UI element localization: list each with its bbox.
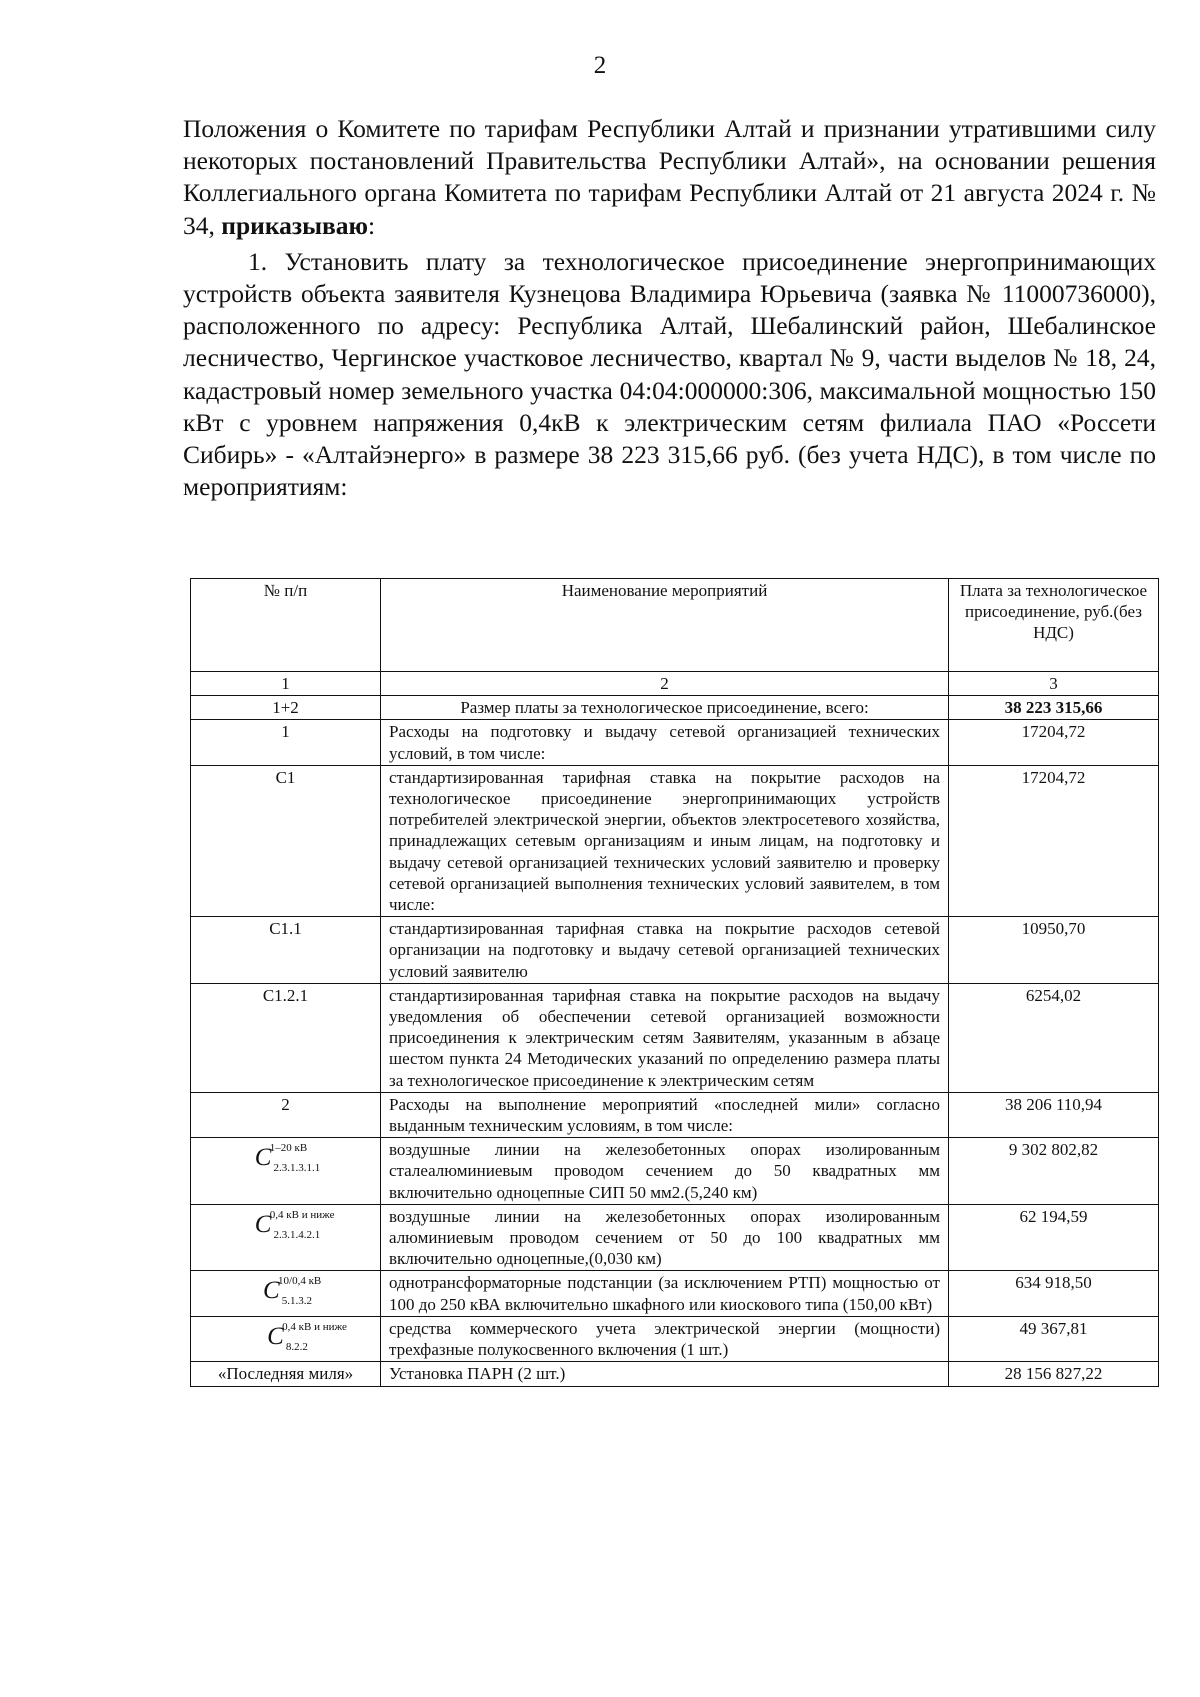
order-word: приказываю — [221, 210, 369, 240]
row-fee: 62 194,59 — [949, 1204, 1159, 1271]
row-fee: 38 223 315,66 — [949, 696, 1159, 720]
row-num: 1+2 — [191, 696, 381, 720]
intro-paragraph-1: Положения о Комитете по тарифам Республики Алтай и признании утратившими силу некоторых постановлений Правительства Республики Алтай», на основании решения Коллегиального органа Комитета по тарифам Республики Алтай от 21 августа 2024 г. № 34, приказываю: — [183, 114, 1156, 240]
row-num: C1 — [191, 765, 381, 916]
table-header-row — [191, 579, 1159, 672]
row-name: стандартизированная тарифная ставка на покрытие расходов на технологическое присоединение энергопринимающих устройств потребителей электрической энергии, объектов электросетевого хозяйства, принадлежащих сетевым организациям и иным лицам, на подготовку и выдачу сетевой организацией технических условий заявителю и проверку сетевой организацией выполнения технических условий заявителем, в том числе: — [381, 765, 949, 916]
row-name: Установка ПАРН (2 шт.) — [381, 1362, 949, 1386]
row-fee: 17204,72 — [949, 765, 1159, 916]
header-fee: Плата за технологическое присоединение, руб.(без НДС) — [949, 579, 1159, 672]
row-name: средства коммерческого учета электрической энергии (мощности) трехфазные полукосвенного включения (1 шт.) — [381, 1316, 949, 1361]
intro-paragraph-2: 1. Установить плату за технологическое присоединение энергопринимающих устройств объекта заявителя Кузнецова Владимира Юрьевича (заявка № 11000736000), расположенного по адресу: Республика Алтай, Шебалинский район, Шебалинское лесничество, Чергинское участковое лесничество, квартал № 9, части выделов № 18, 24, кадастровый номер земельного участка 04:04:000000:306, максимальной мощностью 150 кВт с уровнем напряжения 0,4кВ к электрическим сетям филиала ПАО «Россети Сибирь» - «Алтайэнерго» в размере 38 223 315,66 руб. (без учета НДС), в том числе по мероприятиям: — [183, 246, 1156, 502]
rate-code-symbol: C 1–20 кВ $_{2.3.1.3.1.1}$ — [254, 1142, 321, 1175]
row-name: воздушные линии на железобетонных опорах изолированным сталеалюминиевым проводом сечением до 50 квадратных мм включительно одноцепные СИП 50 мм2.(5,240 км) — [381, 1138, 949, 1205]
header-name: Наименование мероприятий — [381, 579, 949, 672]
rate-code — [191, 1204, 381, 1271]
row-name: Расходы на выполнение мероприятий «последней мили» согласно выданным техническим условиям, в том числе: — [381, 1092, 949, 1137]
row-num: C1.2.1 — [191, 983, 381, 1092]
row-num: C1.1 — [191, 917, 381, 984]
row-fee: 9 302 802,82 — [949, 1138, 1159, 1205]
rate-code-symbol: C 10/0,4 кВ $_{5.1.3.2}$ — [263, 1275, 322, 1308]
table-row — [191, 696, 1159, 720]
table-row — [191, 917, 1159, 984]
row-fee: 6254,02 — [949, 983, 1159, 1092]
row-name: воздушные линии на железобетонных опорах изолированным алюминиевым проводом сечением от 50 до 100 квадратных мм включительно одноцепные,(0,030 км) — [381, 1204, 949, 1271]
table-row — [191, 1138, 1159, 1205]
rate-code-symbol: C 0,4 кВ и ниже $_{8.2.2}$ — [267, 1320, 347, 1353]
row-name: стандартизированная тарифная ставка на покрытие расходов сетевой организации на подготовку и выдачу сетевой организацией технических условий заявителю — [381, 917, 949, 984]
row-name: однотрансформаторные подстанции (за исключением РТП) мощностью от 100 до 250 кВА включительно шкафного или киоскового типа (150,00 кВт) — [381, 1271, 949, 1316]
table-row — [191, 765, 1159, 916]
row-fee: 28 156 827,22 — [949, 1362, 1159, 1386]
rate-code-symbol: C 0,4 кВ и ниже $_{2.3.1.4.2.1}$ — [254, 1208, 335, 1241]
table-row — [191, 1204, 1159, 1271]
page-number: 2 — [593, 52, 607, 79]
row-fee: 17204,72 — [949, 720, 1159, 765]
row-num: «Последняя миля» — [191, 1362, 381, 1386]
rate-code — [191, 1271, 381, 1316]
row-num: 2 — [191, 1092, 381, 1137]
table-row — [191, 983, 1159, 1092]
row-name: стандартизированная тарифная ставка на покрытие расходов на выдачу уведомления об обеспечении сетевой организацией возможности присоединения к электрическим сетям Заявителям, указанным в абзаце шестом пункта 24 Методических указаний по определению размера платы за технологическое присоединение к электрическим сетям — [381, 983, 949, 1092]
table-row — [191, 1316, 1159, 1361]
column-number: 2 — [381, 672, 949, 696]
column-number: 1 — [191, 672, 381, 696]
row-fee: 49 367,81 — [949, 1316, 1159, 1361]
row-fee: 38 206 110,94 — [949, 1092, 1159, 1137]
column-number: 3 — [949, 672, 1159, 696]
column-number-row — [191, 672, 1159, 696]
table-row — [191, 1362, 1159, 1386]
rate-code — [191, 1138, 381, 1205]
row-fee: 10950,70 — [949, 917, 1159, 984]
rate-code — [191, 1316, 381, 1361]
intro-text — [183, 113, 1156, 503]
row-name: Размер платы за технологическое присоединение, всего: — [381, 696, 949, 720]
tariff-table — [190, 578, 1159, 1387]
row-fee: 634 918,50 — [949, 1271, 1159, 1316]
header-num: № п/п — [191, 579, 381, 672]
table-row — [191, 1271, 1159, 1316]
row-name: Расходы на подготовку и выдачу сетевой организацией технических условий, в том числе: — [381, 720, 949, 765]
table-row — [191, 720, 1159, 765]
table-row — [191, 1092, 1159, 1137]
row-num: 1 — [191, 720, 381, 765]
